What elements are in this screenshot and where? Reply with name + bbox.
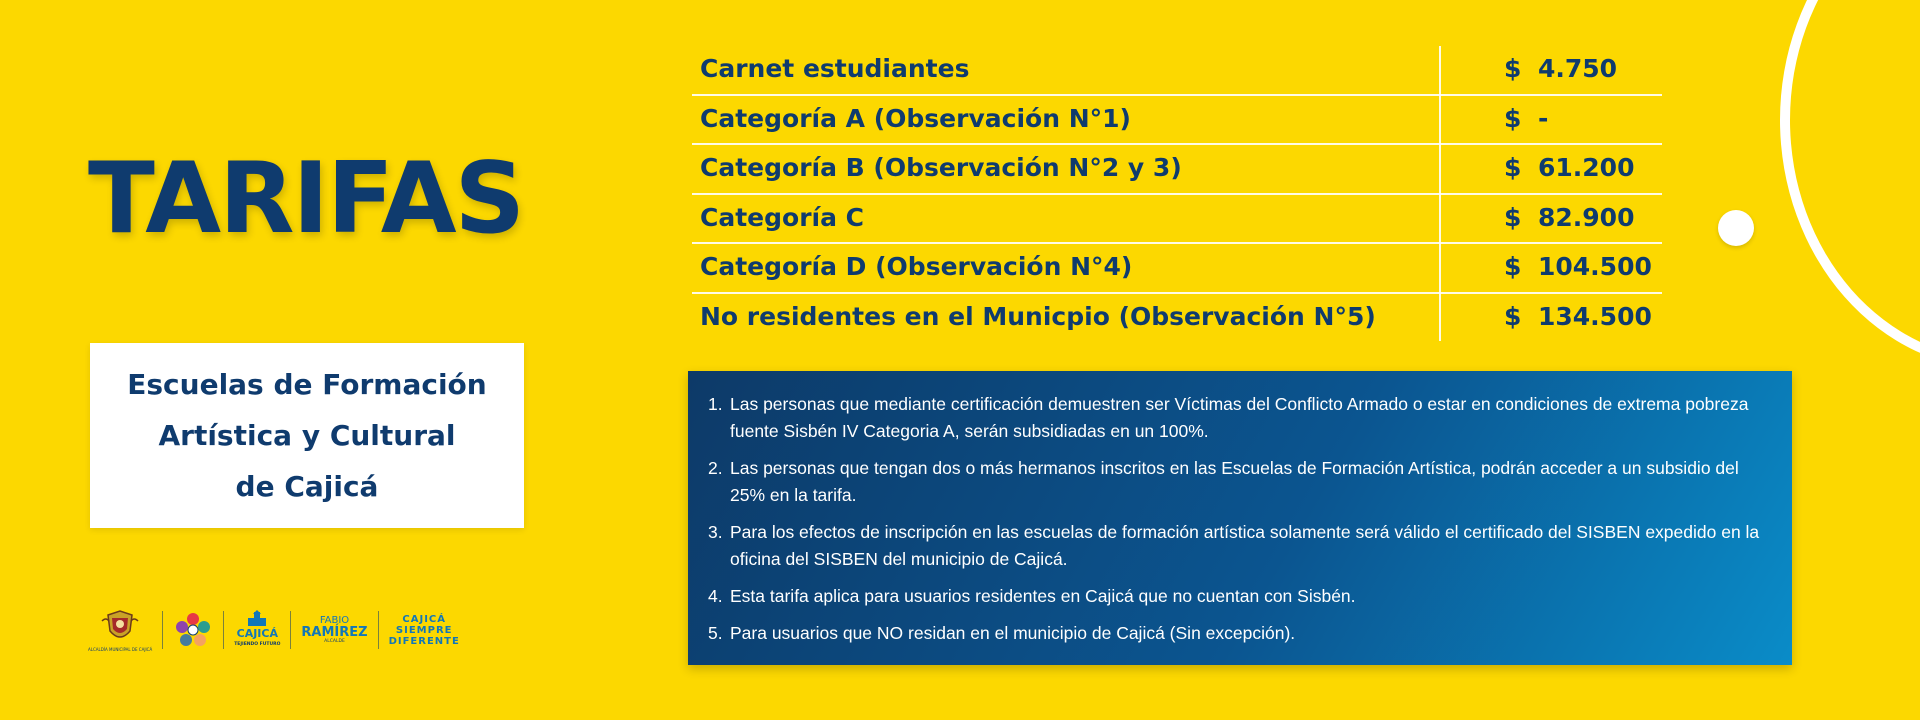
slogan-line-1: CAJICÁ xyxy=(402,613,446,625)
subtitle-line-3: de Cajicá xyxy=(235,470,379,503)
logo-divider xyxy=(162,611,163,649)
rate-value: 4.750 xyxy=(1538,54,1618,83)
observation-text: Esta tarifa aplica para usuarios residentes en Cajicá que no cuentan con Sisbén. xyxy=(730,586,1356,606)
subtitle-line-1: Escuelas de Formación xyxy=(127,368,487,401)
rate-value: 82.900 xyxy=(1538,202,1635,232)
observation-number: 2. xyxy=(708,458,723,478)
fabio-tag: ALCALDE xyxy=(324,639,345,644)
rate-currency: $ xyxy=(1504,153,1522,182)
observation-item xyxy=(708,391,1762,445)
logo-divider xyxy=(290,611,291,649)
rate-label: Carnet estudiantes xyxy=(700,54,970,83)
subtitle-box xyxy=(90,343,524,528)
rate-row xyxy=(692,145,1662,195)
rate-value: - xyxy=(1538,103,1549,133)
rate-row xyxy=(692,96,1662,146)
observation-item xyxy=(708,455,1762,509)
logo-strip xyxy=(88,605,528,655)
tejiendo-text: TEJIENDO FUTURO xyxy=(234,642,281,647)
rate-value: 134.500 xyxy=(1538,301,1652,331)
cultural-logo xyxy=(173,610,213,650)
rate-currency: $ xyxy=(1504,252,1522,281)
decorative-dot xyxy=(1718,210,1754,246)
slogan-line-3: DIFERENTE xyxy=(388,635,460,647)
alcaldia-logo xyxy=(88,609,152,652)
rate-currency: $ xyxy=(1504,103,1522,133)
rate-row xyxy=(692,46,1662,96)
rate-label: Categoría D (Observación N°4) xyxy=(700,252,1133,281)
slogan-logo xyxy=(389,614,460,647)
rate-value: 61.200 xyxy=(1538,153,1635,182)
observation-text: Para usuarios que NO residan en el municipio de Cajicá (Sin excepción). xyxy=(730,623,1296,643)
subtitle-line-2: Artística y Cultural xyxy=(158,419,456,452)
coat-of-arms-icon xyxy=(100,609,140,645)
observation-item xyxy=(708,583,1762,610)
rate-row xyxy=(692,244,1662,294)
rate-label: Categoría A (Observación N°1) xyxy=(700,103,1131,133)
cajica-tejiendo-logo xyxy=(234,610,280,650)
observation-item xyxy=(708,519,1762,573)
decorative-arc xyxy=(1780,0,1920,370)
observation-text: Para los efectos de inscripción en las escuelas de formación artística solamente será válido el certificado del SISBEN expedido en la oficina del SISBEN del municipio de Cajicá. xyxy=(730,522,1760,569)
logo-divider xyxy=(378,611,379,649)
observation-text: Las personas que mediante certificación demuestren ser Víctimas del Conflicto Armado o estar en condiciones de extrema pobreza fuente Sisbén IV Categoria A, serán subsidiadas en un 100%. xyxy=(730,394,1749,441)
logo-divider xyxy=(223,611,224,649)
rate-label: Categoría B (Observación N°2 y 3) xyxy=(700,153,1182,182)
rate-label: No residentes en el Municpio (Observación N°5) xyxy=(700,301,1376,331)
observation-number: 4. xyxy=(708,586,723,606)
rate-currency: $ xyxy=(1504,54,1522,83)
rate-value: 104.500 xyxy=(1538,252,1652,281)
observation-number: 5. xyxy=(708,623,723,643)
fabio-ramirez-logo xyxy=(301,616,367,644)
cajica-text: CAJICÁ xyxy=(236,627,278,640)
church-icon xyxy=(244,610,270,628)
page-title: TARIFAS xyxy=(88,142,524,256)
rate-currency: $ xyxy=(1504,202,1522,232)
slogan-line-2: SIEMPRE xyxy=(395,624,453,636)
rate-row xyxy=(692,294,1662,344)
rate-label: Categoría C xyxy=(700,202,865,232)
alcaldia-caption: ALCALDÍA MUNICIPAL DE CAJICÁ xyxy=(88,646,153,652)
observation-number: 1. xyxy=(708,394,723,414)
culture-flower-icon xyxy=(173,610,213,650)
rate-currency: $ xyxy=(1504,301,1522,331)
rates-table xyxy=(692,46,1662,341)
rate-row xyxy=(692,195,1662,245)
observation-number: 3. xyxy=(708,522,723,542)
fabio-first-name: FABIO xyxy=(319,615,350,626)
observations-panel xyxy=(688,371,1792,665)
fabio-last-name: RAMÍREZ xyxy=(301,625,368,640)
observation-text: Las personas que tengan dos o más hermanos inscritos en las Escuelas de Formación Artística, podrán acceder a un subsidio del 25% en la tarifa. xyxy=(730,458,1739,505)
observation-item xyxy=(708,620,1762,647)
